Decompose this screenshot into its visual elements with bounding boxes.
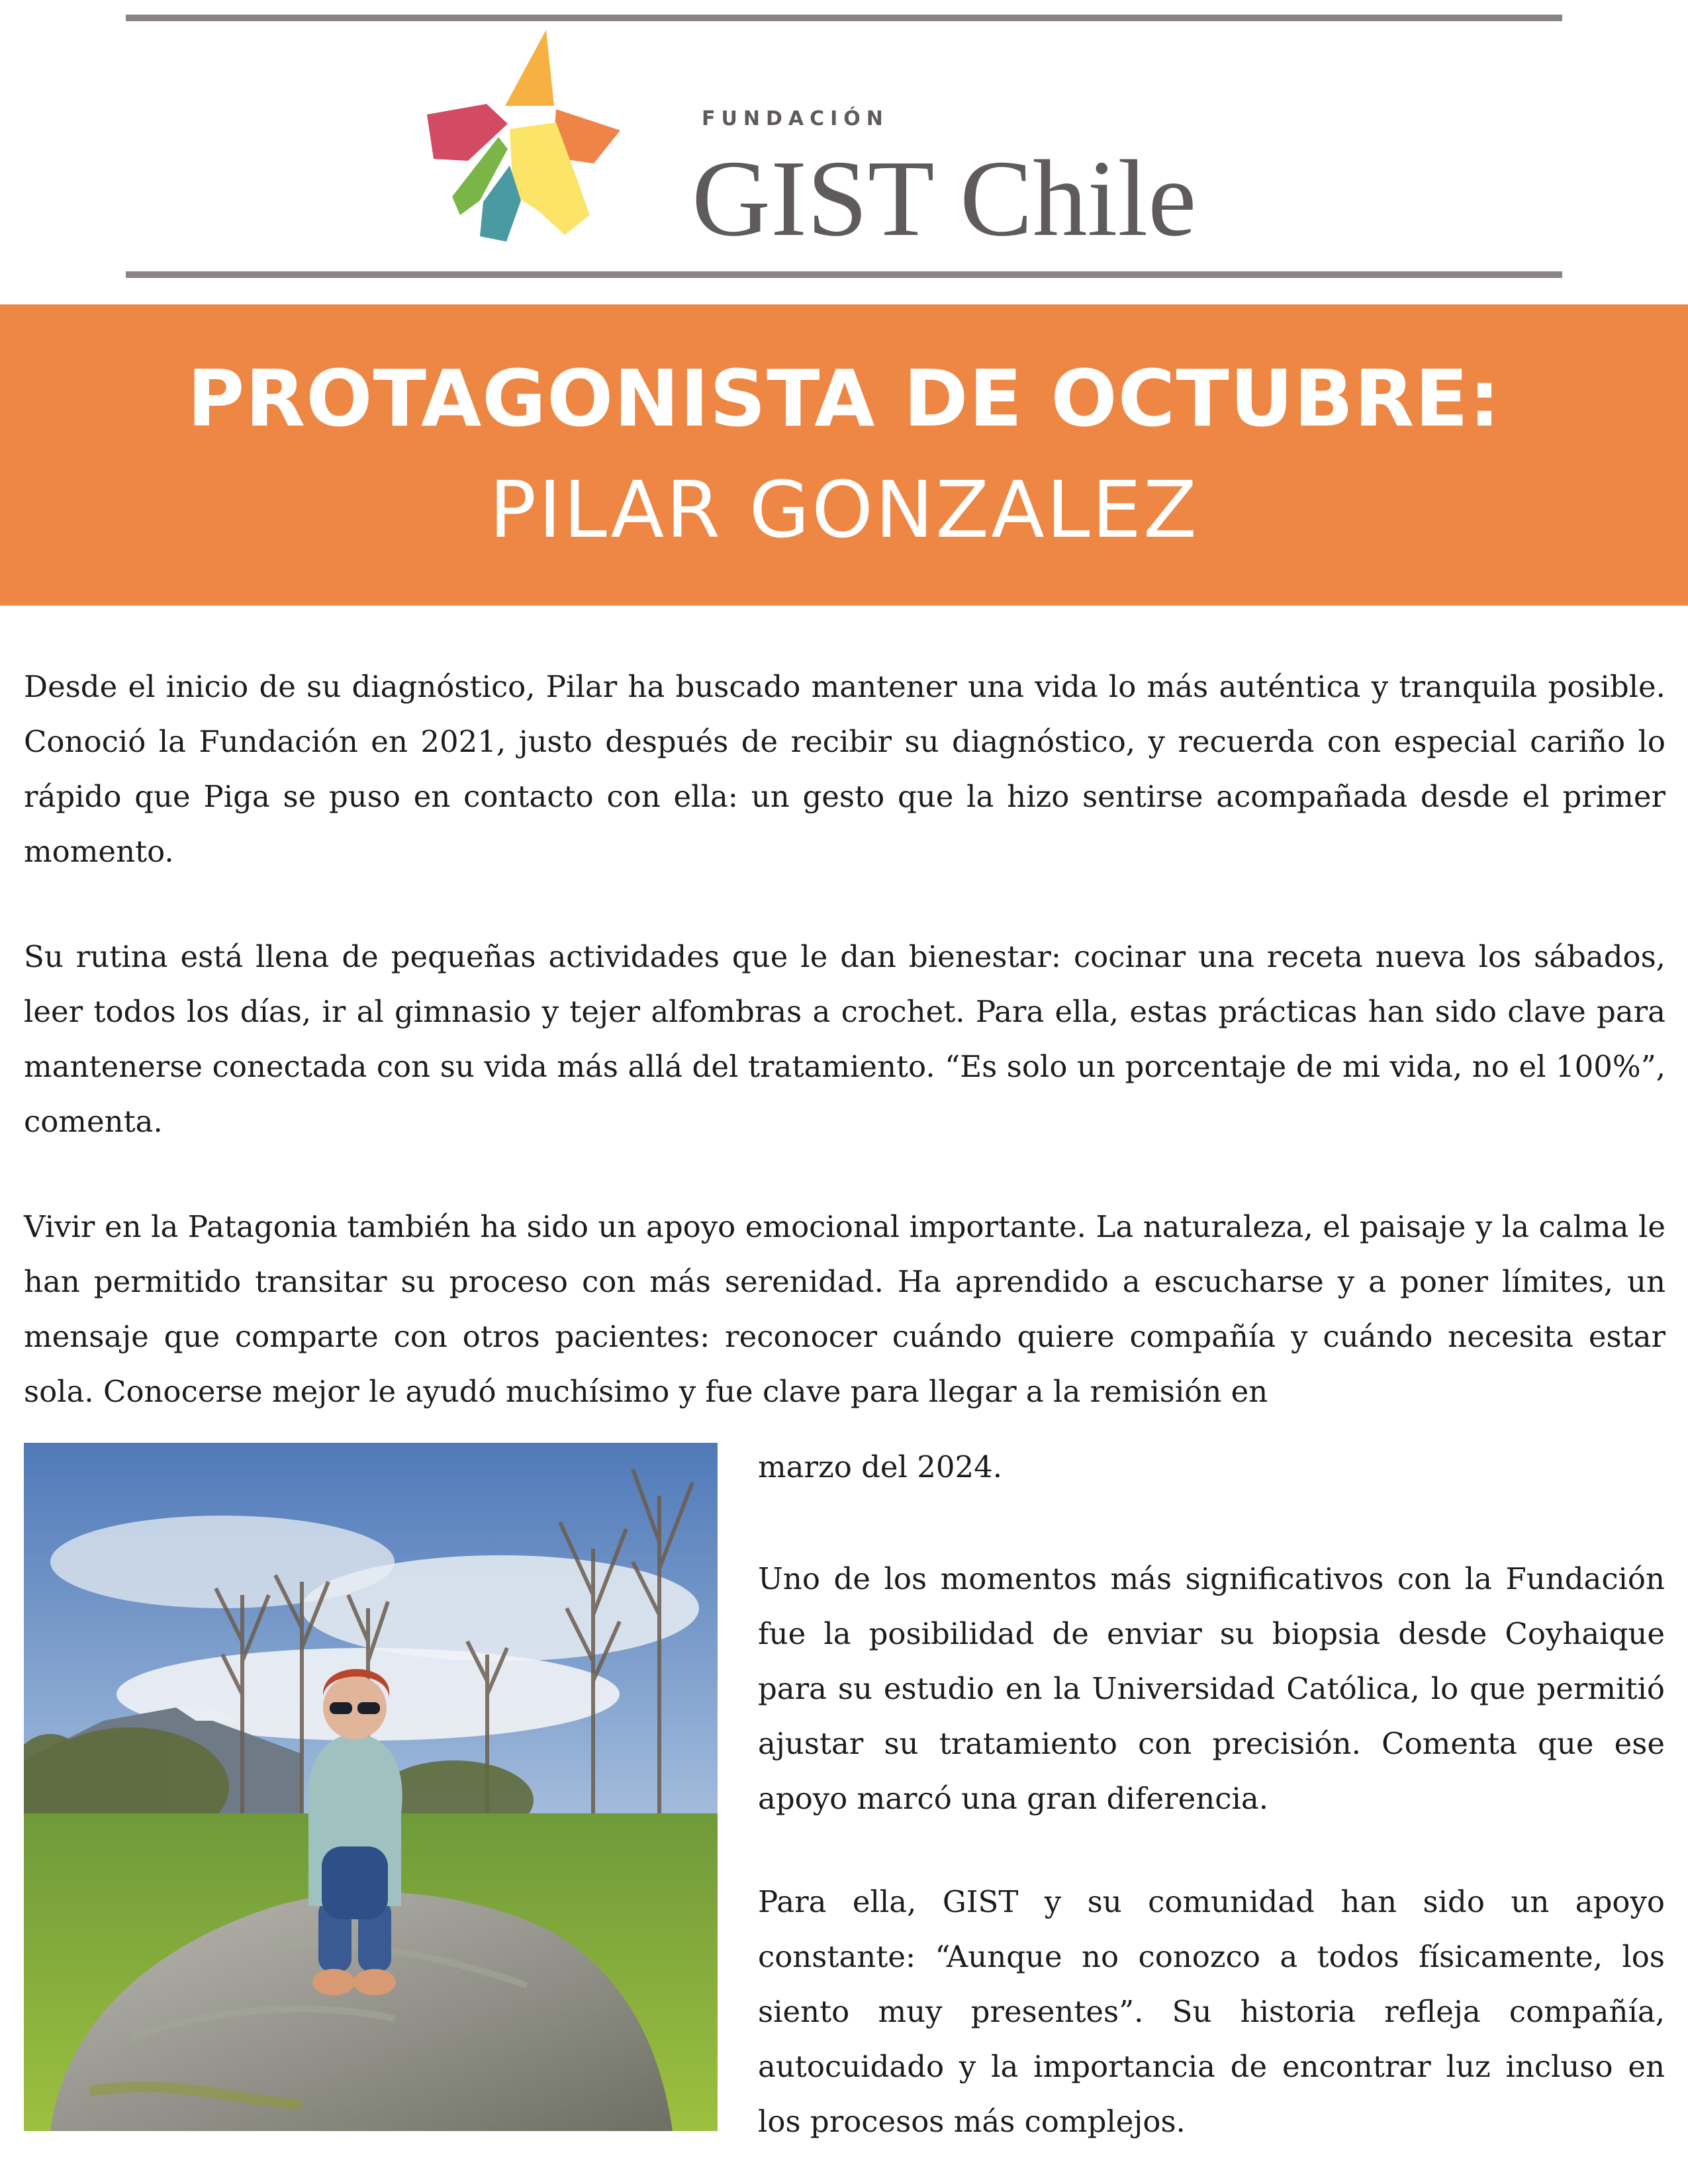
banner-title: PROTAGONISTA DE OCTUBRE: (187, 353, 1501, 444)
article-paragraph-3: Vivir en la Patagonia también ha sido un apoyo emocional importante. La naturaleza, el paisaje y la calma le han permitido transitar su proceso con más serenidad. Ha aprendido a escucharse y a poner límites, un mensaje que comparte con otros pacientes: reconocer cuándo quiere compañía y cuándo necesita estar sola. Conocerse mejor le ayudó muchísimo y fue clave para llegar a la remisión en (24, 1209, 1665, 1409)
article-paragraph-4: marzo del 2024. (758, 1449, 1003, 1484)
article-paragraph-5: Uno de los momentos más significativos con la Fundación fue la posibilidad de enviar su biopsia desde Coyhaique para su estudio en la Universidad Católica, lo que permitió ajustar su tratamiento con precisión. Comenta que ese apoyo marcó una gran diferencia. (758, 1561, 1665, 1816)
foundation-label: FUNDACIÓN (702, 107, 889, 130)
title-banner (0, 304, 1688, 606)
header-top-rule (126, 15, 1562, 21)
star-logo-icon (407, 23, 632, 271)
article-paragraph-2: Su rutina está llena de pequeñas actividades que le dan bienestar: cocinar una receta nueva los sábados, leer todos los días, ir al gimnasio y tejer alfombras a crochet. Para ella, estas prácticas han sido clave para mantenerse conectada con su vida más allá del tratamiento. “Es solo un porcentaje de mi vida, no el 100%”, comenta. (24, 939, 1665, 1139)
article-paragraph-1: Desde el inicio de su diagnóstico, Pilar ha buscado mantener una vida lo más auténtica y tranquila posible. Conoció la Fundación en 2021, justo después de recibir su diagnóstico, y recuerda con especial cariño lo rápido que Piga se puso en contacto con ella: un gesto que la hizo sentirse acompañada desde el primer momento. (24, 669, 1665, 869)
organization-name: GIST Chile (692, 138, 1197, 259)
photo-woman-on-rock-icon (24, 1443, 718, 2131)
article-paragraph-6: Para ella, GIST y su comunidad han sido un apoyo constante: “Aunque no conozco a todos físicamente, los siento muy presentes”. Su historia refleja compañía, autocuidado y la importancia de encontrar luz incluso en los procesos más complejos. (758, 1884, 1665, 2139)
header-bottom-rule (126, 271, 1562, 278)
protagonist-name: PILAR GONZALEZ (489, 464, 1199, 555)
